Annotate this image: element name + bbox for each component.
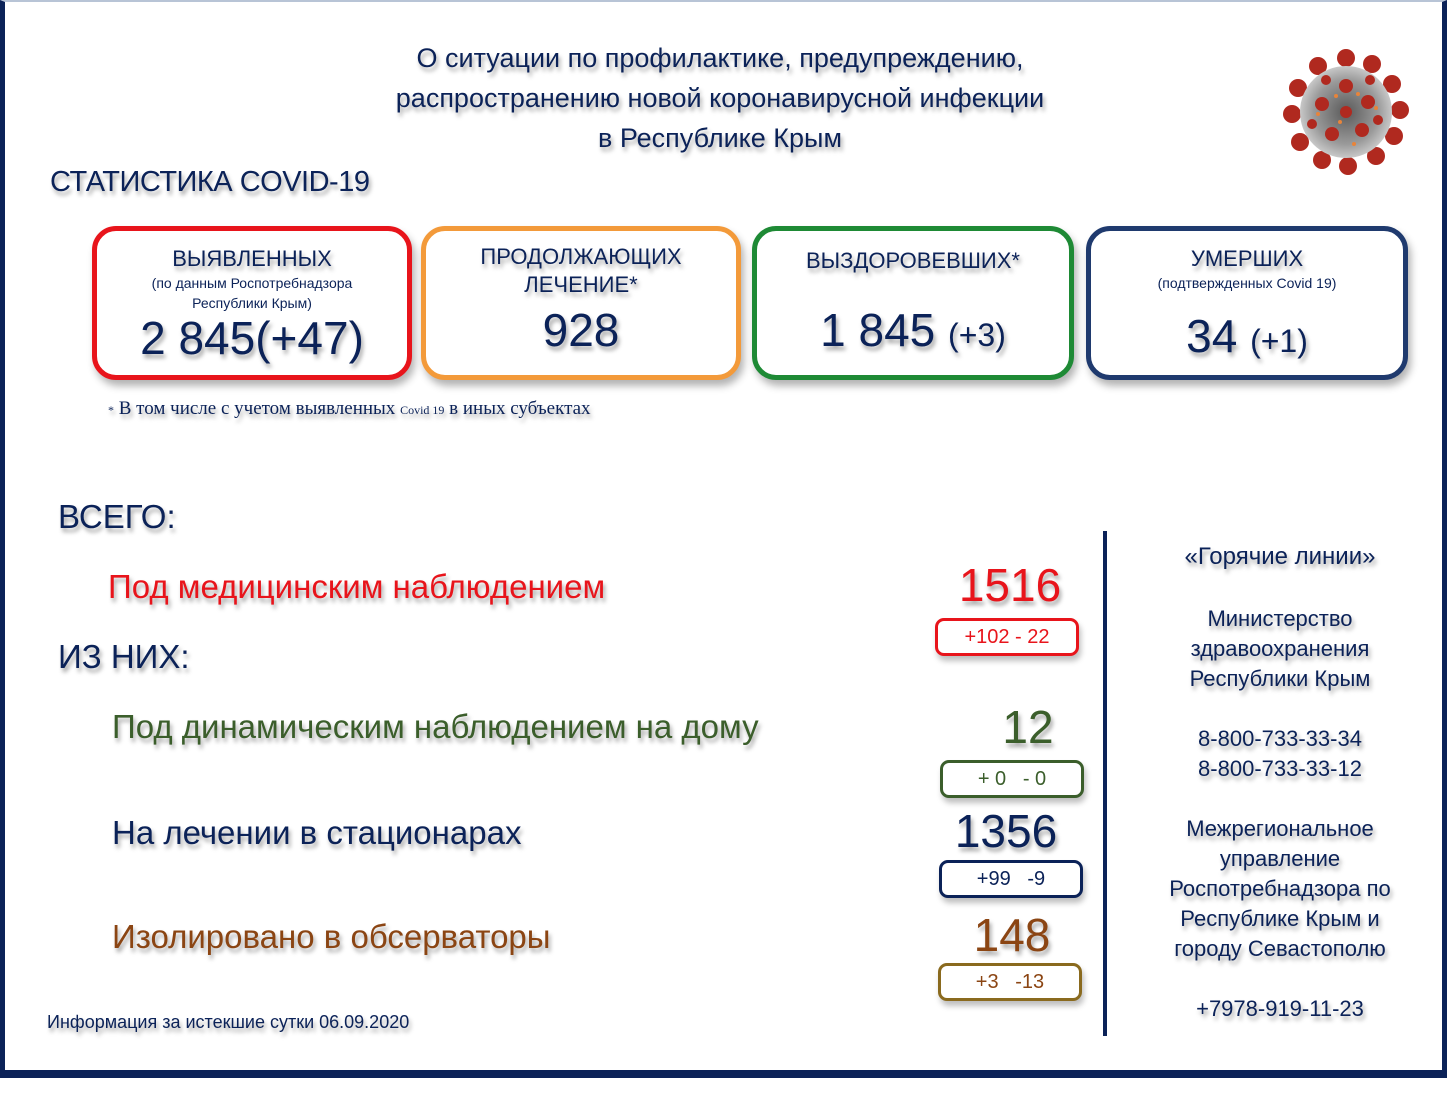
heading-all: ВСЕГО: bbox=[58, 498, 176, 535]
card-recovered-value: 1 845 bbox=[820, 304, 936, 356]
card-detected-value: 2 845 bbox=[140, 312, 256, 364]
row-medical-observation-delta: +102 - 22 bbox=[935, 618, 1079, 656]
title-line-2: распространению новой коронавирусной инфекции bbox=[395, 83, 1045, 113]
row-home-observation-value: 12 bbox=[1002, 701, 1054, 753]
stats-footnote bbox=[108, 398, 591, 420]
row-home-observation-delta: + 0 - 0 bbox=[940, 760, 1084, 798]
hotlines-title: «Горячие линии» bbox=[1184, 543, 1376, 570]
footnote-small: Covid 19 bbox=[400, 403, 445, 417]
card-deceased-value-line bbox=[1091, 311, 1403, 366]
row-observatory-delta: +3 -13 bbox=[938, 963, 1082, 1001]
rospotreb-line-3: Роспотребнадзора по bbox=[1169, 876, 1391, 901]
ministry-line-2: здравоохранения bbox=[1190, 636, 1370, 661]
row-hospital-delta: +99 -9 bbox=[939, 860, 1083, 898]
page-title bbox=[300, 38, 1140, 158]
card-treatment-title-2: ЛЕЧЕНИЕ* bbox=[524, 272, 638, 297]
card-deceased-title: УМЕРШИХ bbox=[1190, 246, 1304, 271]
rospotreb-line-5: городу Севастополю bbox=[1174, 936, 1386, 961]
footnote-part1: В том числе с учетом выявленных bbox=[118, 398, 396, 419]
rospotreb-line-1: Межрегиональное bbox=[1186, 816, 1374, 841]
row-observatory-label: Изолировано в обсерваторы bbox=[112, 918, 551, 955]
card-recovered-value-line bbox=[757, 305, 1069, 360]
row-hospital-value: 1356 bbox=[954, 805, 1058, 857]
card-recovered bbox=[752, 226, 1074, 380]
vertical-divider bbox=[1103, 531, 1107, 1036]
card-deceased-delta: (+1) bbox=[1250, 323, 1308, 359]
card-detected-delta: (+47) bbox=[255, 312, 364, 364]
card-treatment-title-1: ПРОДОЛЖАЮЩИХ bbox=[480, 244, 682, 269]
row-observatory-value: 148 bbox=[973, 909, 1051, 961]
hotline-ministry bbox=[1130, 604, 1430, 694]
card-recovered-title: ВЫЗДОРОВЕВШИХ* bbox=[806, 248, 1020, 273]
rospotreb-phone[interactable]: +7978-919-11-23 bbox=[1196, 996, 1364, 1021]
footnote-star: * bbox=[108, 403, 114, 417]
footnote-part2: в иных субъектах bbox=[449, 398, 591, 419]
ministry-line-1: Министерство bbox=[1207, 606, 1353, 631]
card-detected-value-line bbox=[97, 313, 407, 363]
ministry-line-3: Республики Крым bbox=[1189, 666, 1371, 691]
row-home-observation-label: Под динамическим наблюдением на дому bbox=[112, 708, 759, 745]
row-medical-observation-value: 1516 bbox=[958, 559, 1062, 611]
report-date-info: Информация за истекшие сутки 06.09.2020 bbox=[47, 1012, 410, 1032]
card-detected-title: ВЫЯВЛЕННЫХ bbox=[172, 246, 332, 271]
ministry-phone-1[interactable]: 8-800-733-33-34 bbox=[1198, 726, 1362, 751]
card-deceased bbox=[1086, 226, 1408, 380]
title-line-3: в Республике Крым bbox=[597, 123, 843, 153]
card-treatment bbox=[421, 226, 741, 380]
title-line-1: О ситуации по профилактике, предупреждению, bbox=[416, 43, 1024, 73]
heading-of-them: ИЗ НИХ: bbox=[58, 638, 190, 675]
coronavirus-icon bbox=[1282, 48, 1410, 176]
stats-heading: СТАТИСТИКА COVID-19 bbox=[50, 166, 370, 198]
card-recovered-delta: (+3) bbox=[948, 317, 1006, 353]
card-detected-subtitle-1: (по данным Роспотребнадзора bbox=[151, 275, 353, 291]
card-treatment-value: 928 bbox=[542, 304, 620, 356]
hotline-rospotreb bbox=[1130, 814, 1430, 964]
card-detected-subtitle-2: Республики Крым) bbox=[192, 295, 312, 311]
rospotreb-line-4: Республике Крым и bbox=[1180, 906, 1380, 931]
card-deceased-subtitle: (подтвержденных Covid 19) bbox=[1157, 275, 1337, 291]
rospotreb-line-2: управление bbox=[1219, 846, 1341, 871]
card-detected bbox=[92, 226, 412, 380]
row-medical-observation-label: Под медицинским наблюдением bbox=[108, 568, 606, 605]
card-deceased-value: 34 bbox=[1186, 310, 1238, 362]
hotline-ministry-phones bbox=[1130, 724, 1430, 784]
ministry-phone-2[interactable]: 8-800-733-33-12 bbox=[1198, 756, 1362, 781]
row-hospital-label: На лечении в стационарах bbox=[112, 814, 522, 851]
